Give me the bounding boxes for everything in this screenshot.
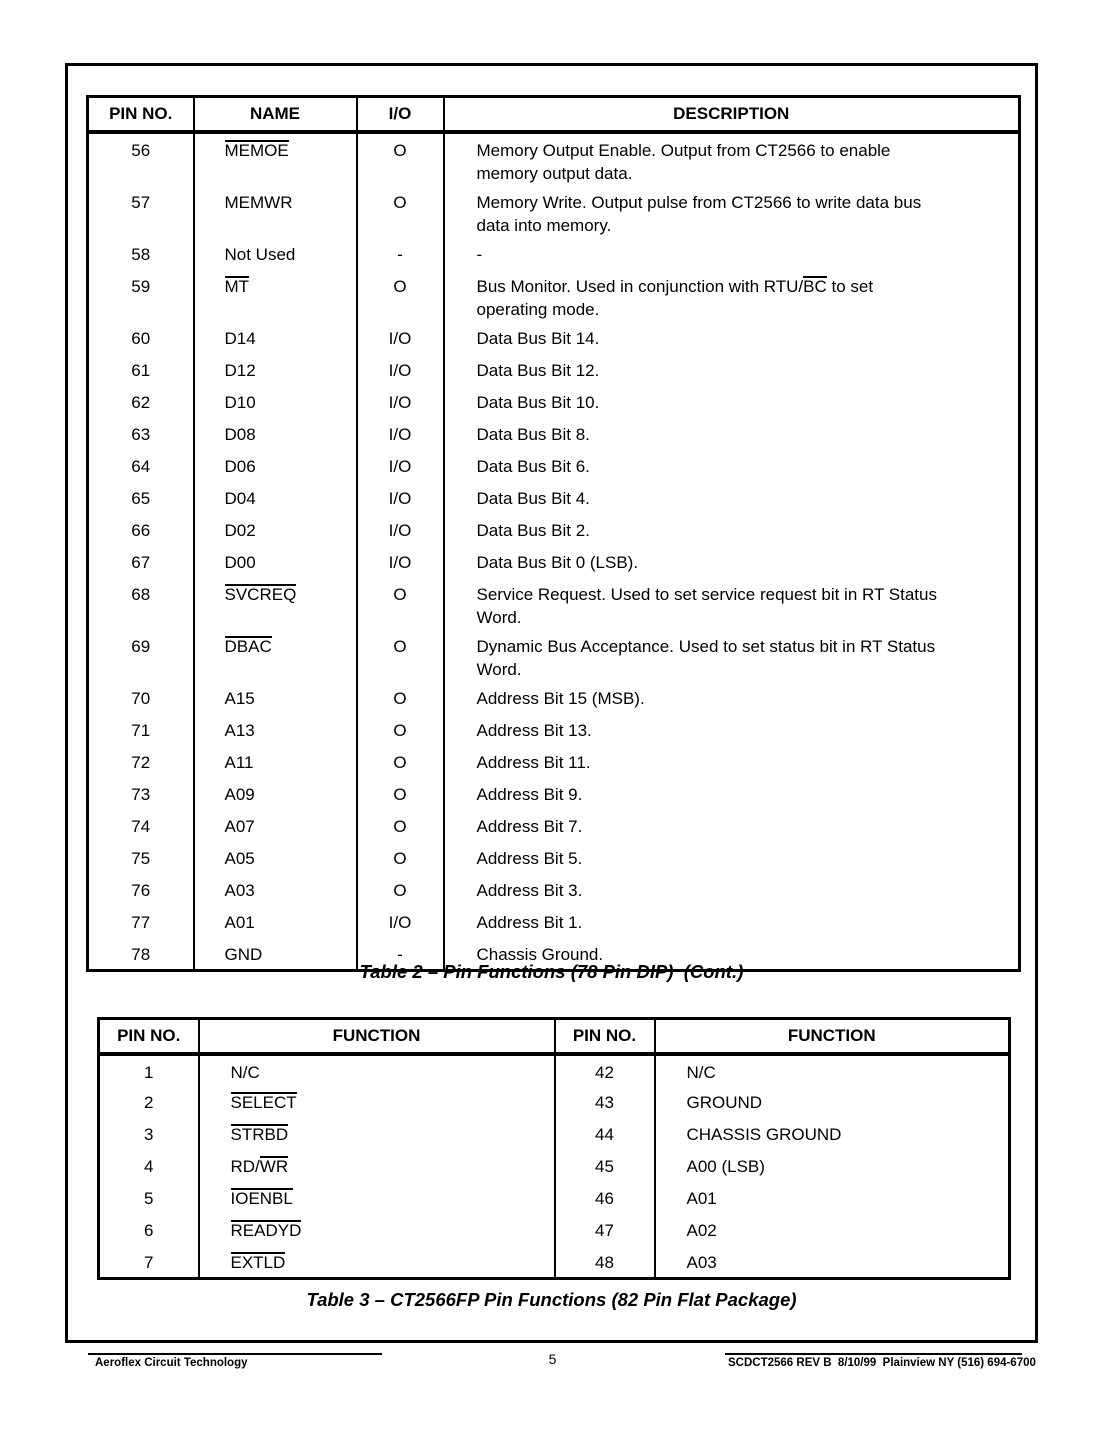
pin-no-cell: 78 — [88, 938, 194, 970]
description-cell — [444, 322, 1020, 354]
text-segment: Address Bit 13. — [476, 721, 592, 740]
text-segment: A15 — [224, 689, 255, 708]
pin-name-cell — [194, 386, 357, 418]
table-row — [99, 1246, 1010, 1278]
description-cell — [444, 778, 1020, 810]
description-line — [477, 783, 1011, 806]
pin-name-cell — [194, 906, 357, 938]
pin-name-cell — [194, 682, 357, 714]
io-cell: I/O — [357, 418, 444, 450]
description-line — [477, 606, 1011, 629]
description-line — [477, 275, 1011, 298]
text-segment: Data Bus Bit 6. — [476, 457, 590, 476]
function-cell — [199, 1054, 555, 1086]
pin-name-cell — [194, 810, 357, 842]
pin-name-cell — [194, 746, 357, 778]
io-cell: O — [357, 842, 444, 874]
function-cell — [199, 1246, 555, 1278]
text-segment: Address Bit 11. — [476, 753, 591, 772]
text-segment: D14 — [224, 329, 256, 348]
text-segment: Data Bus Bit 4. — [476, 489, 590, 508]
function-cell — [199, 1118, 555, 1150]
description-line — [477, 687, 1011, 710]
text-segment: D06 — [224, 457, 256, 476]
column-header: DESCRIPTION — [444, 97, 1020, 133]
overline-signal-name: BC — [803, 277, 827, 296]
description-line — [477, 847, 1011, 870]
pin-no-cell: 60 — [88, 322, 194, 354]
column-header: PIN NO. — [555, 1019, 655, 1055]
pin-name-cell — [194, 578, 357, 630]
table-row — [88, 238, 1020, 270]
pin-no-cell: 63 — [88, 418, 194, 450]
description-cell — [444, 682, 1020, 714]
pin-name-cell — [194, 450, 357, 482]
table-row — [88, 546, 1020, 578]
io-cell: - — [357, 238, 444, 270]
overline-signal-name: READYD — [230, 1221, 302, 1240]
description-cell — [444, 630, 1020, 682]
pin-name-cell — [194, 778, 357, 810]
table-row — [99, 1054, 1010, 1086]
description-cell — [444, 810, 1020, 842]
io-cell: I/O — [357, 386, 444, 418]
column-header: FUNCTION — [199, 1019, 555, 1055]
io-cell: I/O — [357, 322, 444, 354]
description-cell — [444, 546, 1020, 578]
text-segment: A05 — [224, 849, 255, 868]
text-segment: A02 — [686, 1221, 717, 1240]
text-segment: Data Bus Bit 8. — [476, 425, 590, 444]
text-segment: RD/ — [230, 1157, 260, 1176]
description-line — [477, 911, 1011, 934]
pin-name-cell — [194, 482, 357, 514]
table-row — [88, 810, 1020, 842]
table3-header — [99, 1019, 1010, 1055]
footer-doc-ref: SCDCT2566 REV B 8/10/99 Plainview NY (516) 694-6700 — [725, 1353, 1022, 1369]
table-row — [88, 578, 1020, 630]
function-cell — [199, 1150, 555, 1182]
text-segment: A11 — [224, 753, 254, 772]
text-segment: Data Bus Bit 14. — [476, 329, 600, 348]
description-cell — [444, 418, 1020, 450]
function-cell — [655, 1246, 1010, 1278]
description-cell — [444, 238, 1020, 270]
table-row — [99, 1150, 1010, 1182]
table-row — [88, 322, 1020, 354]
text-segment: Address Bit 1. — [476, 913, 583, 932]
table2-header — [88, 97, 1020, 133]
function-cell — [655, 1054, 1010, 1086]
overline-signal-name: IOENBL — [230, 1189, 293, 1208]
description-cell — [444, 450, 1020, 482]
text-segment: A01 — [224, 913, 255, 932]
table-row — [88, 186, 1020, 238]
pin-name-cell — [194, 874, 357, 906]
pin-no-cell: 56 — [88, 132, 194, 186]
description-line — [477, 139, 1011, 162]
text-segment: D08 — [224, 425, 256, 444]
description-cell — [444, 714, 1020, 746]
text-segment: A07 — [224, 817, 255, 836]
text-segment: Word. — [476, 660, 522, 679]
pin-functions-table-flat-package — [97, 1017, 1011, 1280]
text-segment: GND — [224, 945, 263, 964]
description-line — [477, 879, 1011, 902]
function-cell — [655, 1118, 1010, 1150]
text-segment: operating mode. — [476, 300, 600, 319]
column-header: NAME — [194, 97, 357, 133]
description-line — [477, 423, 1011, 446]
pin-name-cell — [194, 714, 357, 746]
io-cell: O — [357, 682, 444, 714]
column-header: PIN NO. — [88, 97, 194, 133]
pin-no-cell: 59 — [88, 270, 194, 322]
pin-no-cell: 61 — [88, 354, 194, 386]
text-segment: D10 — [224, 393, 256, 412]
io-cell: I/O — [357, 906, 444, 938]
footer-page-number: 5 — [548, 1351, 557, 1367]
description-line — [477, 243, 1011, 266]
text-segment: Data Bus Bit 12. — [476, 361, 600, 380]
io-cell: O — [357, 630, 444, 682]
pin-no-cell: 73 — [88, 778, 194, 810]
description-line — [477, 391, 1011, 414]
pin-no-cell: 65 — [88, 482, 194, 514]
pin-name-cell — [194, 354, 357, 386]
pin-no-cell: 6 — [99, 1214, 199, 1246]
text-segment: N/C — [686, 1063, 716, 1082]
io-cell: - — [357, 938, 444, 970]
pin-no-cell: 76 — [88, 874, 194, 906]
pin-no-cell: 69 — [88, 630, 194, 682]
pin-no-cell: 43 — [555, 1086, 655, 1118]
description-cell — [444, 386, 1020, 418]
description-line — [477, 298, 1011, 321]
io-cell: I/O — [357, 514, 444, 546]
table-row — [88, 270, 1020, 322]
io-cell: O — [357, 874, 444, 906]
text-segment: MEMWR — [224, 193, 293, 212]
column-header: PIN NO. — [99, 1019, 199, 1055]
description-cell — [444, 270, 1020, 322]
overline-signal-name: STRBD — [230, 1125, 289, 1144]
text-segment: D04 — [224, 489, 256, 508]
text-segment: D00 — [224, 553, 256, 572]
description-line — [477, 455, 1011, 478]
table-row — [88, 746, 1020, 778]
description-cell — [444, 906, 1020, 938]
description-cell — [444, 132, 1020, 186]
text-segment: A00 (LSB) — [686, 1157, 765, 1176]
table3-body — [99, 1054, 1010, 1278]
table2-caption: Table 2 – Pin Functions (78 Pin DIP) (Cont.) — [359, 961, 744, 982]
pin-no-cell: 74 — [88, 810, 194, 842]
pin-no-cell: 66 — [88, 514, 194, 546]
pin-no-cell: 68 — [88, 578, 194, 630]
io-cell: O — [357, 714, 444, 746]
table-row — [88, 682, 1020, 714]
pin-no-cell: 70 — [88, 682, 194, 714]
table-row — [88, 482, 1020, 514]
function-cell — [655, 1150, 1010, 1182]
text-segment: Data Bus Bit 0 (LSB). — [476, 553, 639, 572]
pin-name-cell — [194, 418, 357, 450]
text-segment: Address Bit 7. — [476, 817, 583, 836]
pin-no-cell: 47 — [555, 1214, 655, 1246]
pin-name-cell — [194, 514, 357, 546]
column-header: I/O — [357, 97, 444, 133]
description-cell — [444, 354, 1020, 386]
pin-no-cell: 2 — [99, 1086, 199, 1118]
pin-no-cell: 48 — [555, 1246, 655, 1278]
description-line — [477, 327, 1011, 350]
pin-name-cell — [194, 186, 357, 238]
text-segment: A13 — [224, 721, 255, 740]
text-segment: Data Bus Bit 10. — [476, 393, 600, 412]
description-line — [477, 519, 1011, 542]
function-cell — [199, 1214, 555, 1246]
text-segment: Memory Output Enable. Output from CT2566 to enable — [476, 141, 891, 160]
description-line — [477, 583, 1011, 606]
table-row — [88, 842, 1020, 874]
text-segment: A03 — [686, 1253, 717, 1272]
io-cell: O — [357, 746, 444, 778]
pin-no-cell: 7 — [99, 1246, 199, 1278]
text-segment: CHASSIS GROUND — [686, 1125, 842, 1144]
table-row — [88, 418, 1020, 450]
description-cell — [444, 482, 1020, 514]
pin-no-cell: 5 — [99, 1182, 199, 1214]
io-cell: I/O — [357, 482, 444, 514]
description-line — [477, 162, 1011, 185]
pin-name-cell — [194, 132, 357, 186]
function-cell — [655, 1182, 1010, 1214]
table2-body — [88, 132, 1020, 970]
pin-no-cell: 3 — [99, 1118, 199, 1150]
pin-no-cell: 4 — [99, 1150, 199, 1182]
text-segment: A01 — [686, 1189, 717, 1208]
io-cell: O — [357, 132, 444, 186]
description-line — [477, 214, 1011, 237]
table-row — [88, 354, 1020, 386]
text-segment: Word. — [476, 608, 522, 627]
description-cell — [444, 186, 1020, 238]
text-segment: N/C — [230, 1063, 260, 1082]
description-line — [477, 751, 1011, 774]
text-segment: GROUND — [686, 1093, 763, 1112]
text-segment: Not Used — [224, 245, 296, 264]
text-segment: Address Bit 9. — [476, 785, 583, 804]
text-segment: - — [476, 245, 483, 264]
description-line — [477, 658, 1011, 681]
text-segment: A03 — [224, 881, 255, 900]
overline-signal-name: SELECT — [230, 1093, 297, 1112]
pin-no-cell: 1 — [99, 1054, 199, 1086]
pin-no-cell: 57 — [88, 186, 194, 238]
table-row — [88, 132, 1020, 186]
text-segment: Service Request. Used to set service request bit in RT Status — [476, 585, 937, 604]
function-cell — [655, 1214, 1010, 1246]
table-row — [88, 778, 1020, 810]
description-line — [477, 815, 1011, 838]
pin-no-cell: 77 — [88, 906, 194, 938]
table-row — [88, 514, 1020, 546]
text-segment: Dynamic Bus Acceptance. Used to set status bit in RT Status — [476, 637, 936, 656]
pin-no-cell: 58 — [88, 238, 194, 270]
table3-caption: Table 3 – CT2566FP Pin Functions (82 Pin Flat Package) — [306, 1289, 797, 1310]
pin-no-cell: 75 — [88, 842, 194, 874]
io-cell: I/O — [357, 546, 444, 578]
io-cell: O — [357, 578, 444, 630]
table-row — [88, 450, 1020, 482]
table-row — [88, 906, 1020, 938]
description-line — [477, 551, 1011, 574]
description-line — [477, 635, 1011, 658]
text-segment: Address Bit 15 (MSB). — [476, 689, 645, 708]
header-row — [99, 1019, 1010, 1055]
text-segment: Bus Monitor. Used in conjunction with RTU/ — [476, 277, 804, 296]
column-header: FUNCTION — [655, 1019, 1010, 1055]
header-row — [88, 97, 1020, 133]
description-cell — [444, 874, 1020, 906]
pin-no-cell: 46 — [555, 1182, 655, 1214]
io-cell: O — [357, 270, 444, 322]
pin-name-cell — [194, 546, 357, 578]
function-cell — [199, 1182, 555, 1214]
pin-name-cell — [194, 630, 357, 682]
function-cell — [655, 1086, 1010, 1118]
description-line — [477, 719, 1011, 742]
pin-no-cell: 44 — [555, 1118, 655, 1150]
description-cell — [444, 842, 1020, 874]
table-row — [88, 386, 1020, 418]
description-line — [477, 359, 1011, 382]
description-cell — [444, 578, 1020, 630]
overline-signal-name: MEMOE — [224, 141, 289, 160]
overline-signal-name: SVCREQ — [224, 585, 297, 604]
pin-name-cell — [194, 238, 357, 270]
overline-signal-name: EXTLD — [230, 1253, 286, 1272]
table-row — [99, 1182, 1010, 1214]
description-line — [477, 487, 1011, 510]
text-segment: Data Bus Bit 2. — [476, 521, 590, 540]
text-segment: memory output data. — [476, 164, 633, 183]
text-segment: D12 — [224, 361, 256, 380]
pin-no-cell: 45 — [555, 1150, 655, 1182]
io-cell: I/O — [357, 450, 444, 482]
pin-functions-table-dip — [86, 95, 1021, 972]
pin-no-cell: 71 — [88, 714, 194, 746]
function-cell — [199, 1086, 555, 1118]
text-segment: to set — [826, 277, 874, 296]
text-segment: D02 — [224, 521, 256, 540]
text-segment: Memory Write. Output pulse from CT2566 to write data bus — [476, 193, 922, 212]
footer-company: Aeroflex Circuit Technology — [88, 1353, 382, 1369]
overline-signal-name: WR — [259, 1157, 289, 1176]
io-cell: I/O — [357, 354, 444, 386]
pin-no-cell: 72 — [88, 746, 194, 778]
table-row — [88, 630, 1020, 682]
table-row — [99, 1214, 1010, 1246]
pin-no-cell: 64 — [88, 450, 194, 482]
overline-signal-name: MT — [224, 277, 250, 296]
pin-name-cell — [194, 322, 357, 354]
overline-signal-name: DBAC — [224, 637, 272, 656]
table-row — [99, 1118, 1010, 1150]
table-row — [88, 874, 1020, 906]
pin-name-cell — [194, 270, 357, 322]
table-row — [88, 714, 1020, 746]
text-segment: data into memory. — [476, 216, 612, 235]
text-segment: Address Bit 5. — [476, 849, 583, 868]
pin-name-cell — [194, 842, 357, 874]
table-row — [99, 1086, 1010, 1118]
io-cell: O — [357, 186, 444, 238]
description-cell — [444, 514, 1020, 546]
pin-no-cell: 42 — [555, 1054, 655, 1086]
text-segment: Chassis Ground. — [476, 945, 604, 964]
description-line — [477, 191, 1011, 214]
io-cell: O — [357, 778, 444, 810]
text-segment: Address Bit 3. — [476, 881, 583, 900]
description-cell — [444, 746, 1020, 778]
text-segment: A09 — [224, 785, 255, 804]
pin-no-cell: 62 — [88, 386, 194, 418]
pin-no-cell: 67 — [88, 546, 194, 578]
io-cell: O — [357, 810, 444, 842]
